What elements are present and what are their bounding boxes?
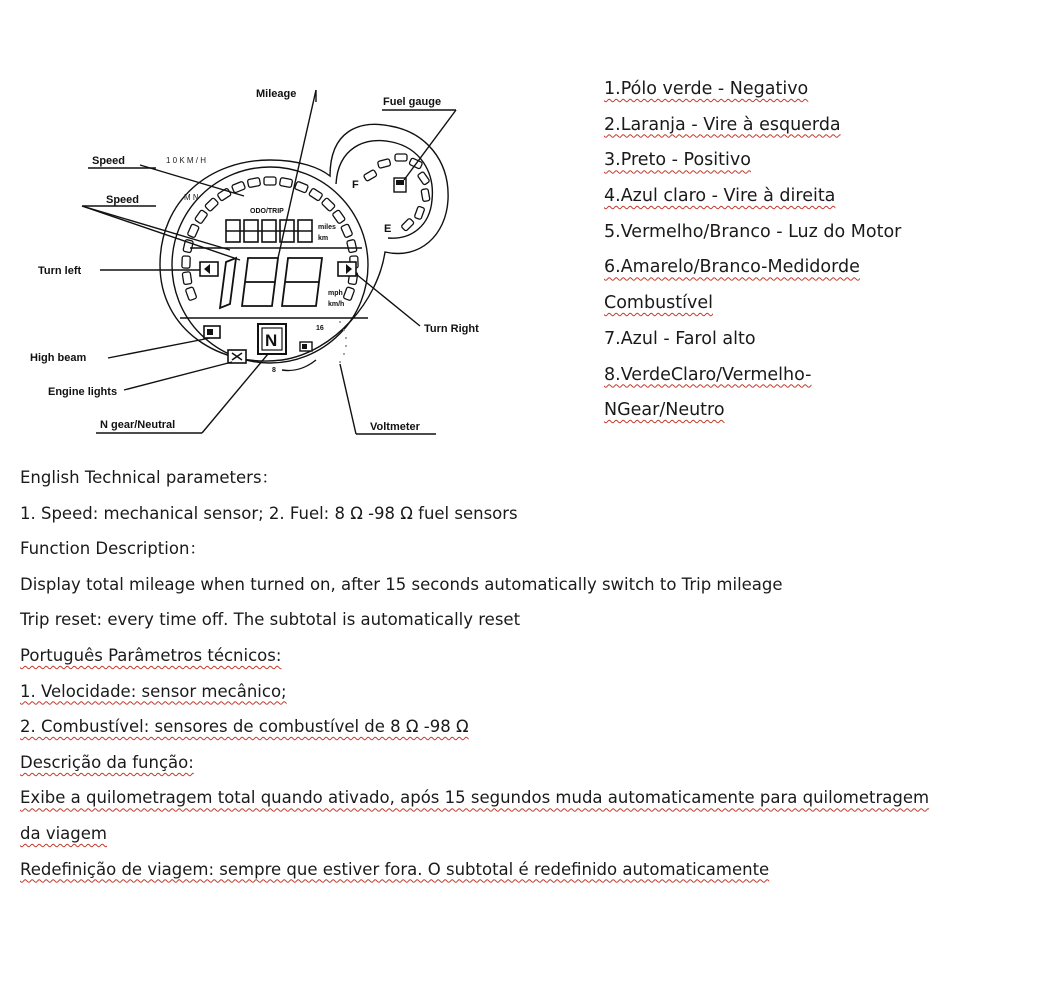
- high-beam-icon: [204, 326, 220, 338]
- params-line: Trip reset: every time off. The subtotal is automatically reset: [20, 610, 521, 630]
- wiring-item: 7.Azul - Farol alto: [604, 328, 756, 349]
- callout-turn-left: Turn left: [38, 265, 82, 277]
- svg-text:N: N: [265, 331, 278, 350]
- odo-unit-miles: miles: [318, 224, 336, 231]
- params-line: 1. Velocidade: sensor mecânico;: [20, 681, 287, 701]
- params-line: Function Description：: [20, 539, 206, 559]
- speed-arc-segment: [182, 256, 190, 268]
- wiring-item: 1.Pólo verde - Negativo: [604, 79, 809, 99]
- params-line: 1. Speed: mechanical sensor; 2. Fuel: 8 Ω -98 Ω fuel sensors: [20, 503, 518, 523]
- params-line: da viagem: [20, 823, 107, 843]
- fuel-full-label: F: [352, 179, 359, 191]
- speed-arc-segment: [264, 177, 276, 185]
- wiring-item: 4.Azul claro - Vire à direita: [604, 186, 836, 207]
- speed-arc-segment: [205, 198, 219, 212]
- callout-speed-1: Speed: [92, 155, 126, 167]
- speed-scale-label: 1 0 K M / H: [166, 156, 207, 165]
- technical-parameters: [20, 460, 1035, 887]
- speed-arc-segment: [187, 224, 199, 238]
- svg-text:8: 8: [272, 367, 276, 374]
- speed-arc-segment: [341, 224, 353, 238]
- speed-arc-segment: [194, 210, 207, 224]
- odometer-digits: [226, 220, 312, 242]
- callout-fuel-gauge: Fuel gauge: [383, 96, 442, 108]
- callout-speed-2: Speed: [106, 194, 140, 206]
- wiring-item: Combustível: [604, 293, 713, 314]
- speed-arc-segment: [294, 181, 308, 193]
- speed-arc-segment: [185, 287, 197, 301]
- speed-digits: [220, 258, 322, 308]
- speed-arc-segment: [247, 177, 260, 187]
- callout-mileage: Mileage: [256, 88, 297, 100]
- speed-scale-marks: M N: [184, 193, 199, 202]
- callout-high-beam: High beam: [30, 352, 87, 364]
- speed-arc-segment: [182, 272, 192, 285]
- wiring-item: 6.Amarelo/Branco-Medidorde: [604, 257, 860, 278]
- odo-trip-label: ODO/TRIP: [250, 208, 284, 215]
- speedometer-diagram: [0, 60, 600, 445]
- speed-unit-kmh: km/h: [328, 301, 345, 308]
- speed-arc-segment: [279, 177, 292, 187]
- wiring-item: 2.Laranja - Vire à esquerda: [604, 114, 841, 135]
- wiring-item: 5.Vermelho/Branco - Luz do Motor: [604, 221, 902, 242]
- callout-engine-lights: Engine lights: [48, 386, 118, 398]
- engine-light-icon: [228, 350, 246, 363]
- battery-icon: [300, 342, 312, 351]
- params-line: Descrição da função:: [20, 752, 194, 772]
- speed-arc-segment: [231, 181, 245, 193]
- turn-left-icon: [200, 262, 218, 276]
- voltage-number: 16: [316, 325, 324, 332]
- speed-arc-segment: [343, 287, 355, 301]
- params-line: Português Parâmetros técnicos:: [20, 645, 282, 665]
- speed-arc-segment: [347, 239, 357, 252]
- params-line: Redefinição de viagem: sempre que estiver fora. O subtotal é redefinido automaticamente: [20, 859, 770, 879]
- wiring-legend: [604, 72, 1024, 429]
- params-line: Exibe a quilometragem total quando ativado, após 15 segundos muda automaticamente para quilometragem: [20, 788, 930, 808]
- wiring-item: 8.VerdeClaro/Vermelho-: [604, 364, 812, 385]
- neutral-gear-icon: [258, 324, 286, 354]
- fuel-empty-label: E: [384, 223, 392, 235]
- turn-right-icon: [338, 262, 356, 276]
- params-line: Display total mileage when turned on, after 15 seconds automatically switch to Trip mileage: [20, 574, 783, 594]
- speed-arc-segment: [332, 210, 345, 224]
- wiring-item: NGear/Neutro: [604, 400, 725, 421]
- speed-unit-mph: mph: [328, 290, 343, 297]
- params-line: 2. Combustível: sensores de combustível de 8 Ω -98 Ω: [20, 717, 469, 737]
- wiring-item: 3.Preto - Positivo: [604, 150, 751, 171]
- callout-turn-right: Turn Right: [424, 323, 479, 335]
- odo-unit-km: km: [318, 235, 329, 242]
- speed-arc-segment: [309, 188, 323, 201]
- speed-arc-segment: [321, 198, 335, 212]
- callout-n-gear: N gear/Neutral: [100, 419, 176, 431]
- callout-voltmeter: Voltmeter: [370, 421, 420, 433]
- params-line: English Technical parameters：: [20, 468, 279, 487]
